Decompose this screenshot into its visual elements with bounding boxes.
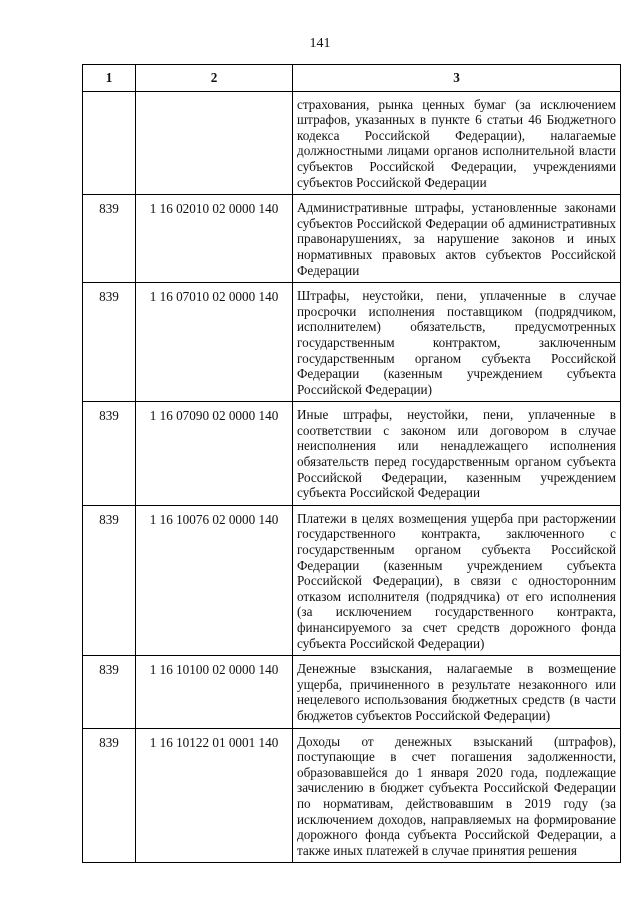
table-row xyxy=(83,728,621,863)
description-cell: Платежи в целях возмещения ущерба при расторжении государственного контракта, заключенного с государственным органом субъекта Российской Федерации (казенным учреждением субъекта Российской Федерации), в связи с односторонним отказом исполнителя (подрядчика) от его исполнения (за исключением государственного контракта, финансируемого за счет средств дорожного фонда субъекта Российской Федерации) xyxy=(293,505,621,655)
description-cell: Штрафы, неустойки, пени, уплаченные в случае просрочки исполнения поставщиком (подрядчиком, исполнителем) обязательств, предусмотренных государственным контрактом, заключенным государственным органом субъекта Российской Федерации (казенным учреждением субъекта Российской Федерации) xyxy=(293,283,621,402)
header-col-2: 2 xyxy=(136,65,293,92)
admin-code-cell: 839 xyxy=(83,505,136,655)
admin-code-cell: 839 xyxy=(83,283,136,402)
revenue-code-cell: 1 16 10100 02 0000 140 xyxy=(136,656,293,728)
table-row xyxy=(83,283,621,402)
table-row xyxy=(83,505,621,655)
admin-code-cell: 839 xyxy=(83,656,136,728)
description-cell: страхования, рынка ценных бумаг (за исключением штрафов, указанных в пункте 6 статьи 46 Бюджетного кодекса Российской Федерации), налагаемые должностными лицами органов исполнительной власти субъектов Российской Федерации, учреждениями субъектов Российской Федерации xyxy=(293,91,621,195)
revenue-codes-table xyxy=(82,64,621,863)
table-header-row xyxy=(83,65,621,92)
header-col-1: 1 xyxy=(83,65,136,92)
revenue-code-cell: 1 16 10122 01 0001 140 xyxy=(136,728,293,863)
table-row xyxy=(83,656,621,728)
revenue-code-cell: 1 16 10076 02 0000 140 xyxy=(136,505,293,655)
revenue-code-cell: 1 16 07090 02 0000 140 xyxy=(136,402,293,506)
page-number: 141 xyxy=(309,36,331,51)
admin-code-cell: 839 xyxy=(83,402,136,506)
table-row xyxy=(83,402,621,506)
admin-code-cell: 839 xyxy=(83,195,136,283)
table-row xyxy=(83,195,621,283)
table-row xyxy=(83,91,621,195)
description-cell: Доходы от денежных взысканий (штрафов), поступающие в счет погашения задолженности, образовавшейся до 1 января 2020 года, подлежащие зачислению в бюджет субъекта Российской Федерации по нормативам, действовавшим в 2019 году (за исключением доходов, направляемых на формирование дорожного фонда субъекта Российской Федерации, а также иных платежей в случае принятия решения xyxy=(293,728,621,863)
description-cell: Денежные взыскания, налагаемые в возмещение ущерба, причиненного в результате незаконного или нецелевого использования бюджетных средств (в части бюджетов субъектов Российской Федерации) xyxy=(293,656,621,728)
description-cell: Административные штрафы, установленные законами субъектов Российской Федерации об административных правонарушениях, за нарушение законов и иных нормативных правовых актов субъектов Российской Федерации xyxy=(293,195,621,283)
admin-code-cell xyxy=(83,91,136,195)
revenue-code-cell xyxy=(136,91,293,195)
revenue-code-cell: 1 16 02010 02 0000 140 xyxy=(136,195,293,283)
admin-code-cell: 839 xyxy=(83,728,136,863)
revenue-code-cell: 1 16 07010 02 0000 140 xyxy=(136,283,293,402)
description-cell: Иные штрафы, неустойки, пени, уплаченные в соответствии с законом или договором в случае неисполнения или ненадлежащего исполнения обязательств перед государственным органом субъекта Российской Федерации, казенным учреждением субъекта Российской Федерации xyxy=(293,402,621,506)
header-col-3: 3 xyxy=(293,65,621,92)
